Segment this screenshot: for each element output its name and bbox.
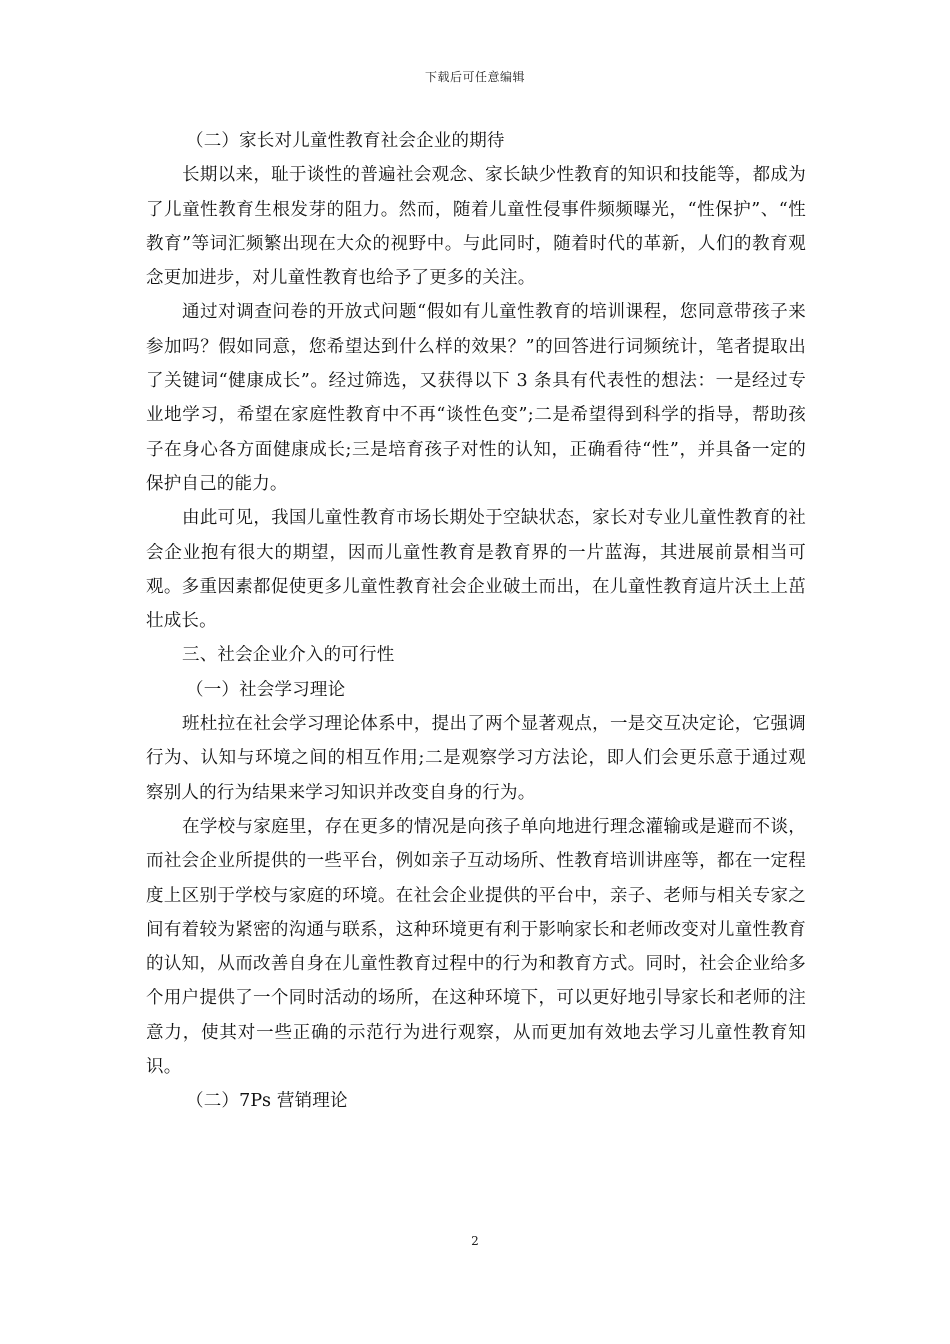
section-heading-3-1: （一）社会学习理论 [186,679,346,700]
section-heading-3-2: （二）7Ps 营销理论 [186,1091,348,1112]
paragraph-4: 班杜拉在社会学习理论体系中，提出了两个显著观点，一是交互决定论，它强调行为、认知与环境之间的相互作用;二是观察学习方法论，即人们会更乐意于通过观察别人的行为结果来学习知识并改变自身的行为。 [146,714,806,803]
page-number: 2 [471,1234,479,1248]
paragraph-3: 由此可见，我国儿童性教育市场长期处于空缺状态，家长对专业儿童性教育的社会企业抱有很大的期望，因而儿童性教育是教育界的一片蓝海，其进展前景相当可观。多重因素都促使更多儿童性教育社会企业破土而出，在儿童性教育這片沃土上茁壮成长。 [146,508,806,632]
paragraph-5: 在学校与家庭里，存在更多的情况是向孩子单向地进行理念灌输或是避而不谈，而社会企业所提供的一些平台，例如亲子互动场所、性教育培训讲座等，都在一定程度上区别于学校与家庭的环境。在社会企业提供的平台中，亲子、老师与相关专家之间有着较为紧密的沟通与联系，这种环境更有利于影响家长和老师改变对儿童性教育的认知，从而改善自身在儿童性教育过程中的行为和教育方式。同时，社会企业给多个用户提供了一个同时活动的场所，在这种环境下，可以更好地引导家长和老师的注意力，使其对一些正确的示范行为进行观察，从而更加有效地去学习儿童性教育知识。 [146,816,806,1078]
paragraph-1: 长期以来，耻于谈性的普遍社会观念、家长缺少性教育的知识和技能等，都成为了儿童性教育生根发芽的阻力。然而，随着儿童性侵事件频频曝光，“性保护”、“性教育”等词汇频繁出现在大众的视野中。与此同时，随着时代的革新，人们的教育观念更加进步，对儿童性教育也给予了更多的关注。 [146,165,806,289]
page-header: 下载后可任意编辑 [424,70,525,84]
document-body [146,124,806,1119]
paragraph-2: 通过对调查问卷的开放式问题“假如有儿童性教育的培训课程，您同意带孩子来参加吗？假如同意，您希望达到什么样的效果？”的回答进行词频统计，笔者提取出了关键词“健康成长”。经过筛选，又获得以下 3 条具有代表性的想法：一是经过专业地学习，希望在家庭性教育中不再“谈性色变”;二是希望得到科学的指导，帮助孩子在身心各方面健康成长;三是培育孩子对性的认知，正确看待“性”，并具备一定的保护自己的能力。 [146,302,806,494]
section-heading-3: 三、社会企业介入的可行性 [182,645,395,666]
section-heading-2-2: （二）家长对儿童性教育社会企业的期待 [186,131,505,151]
